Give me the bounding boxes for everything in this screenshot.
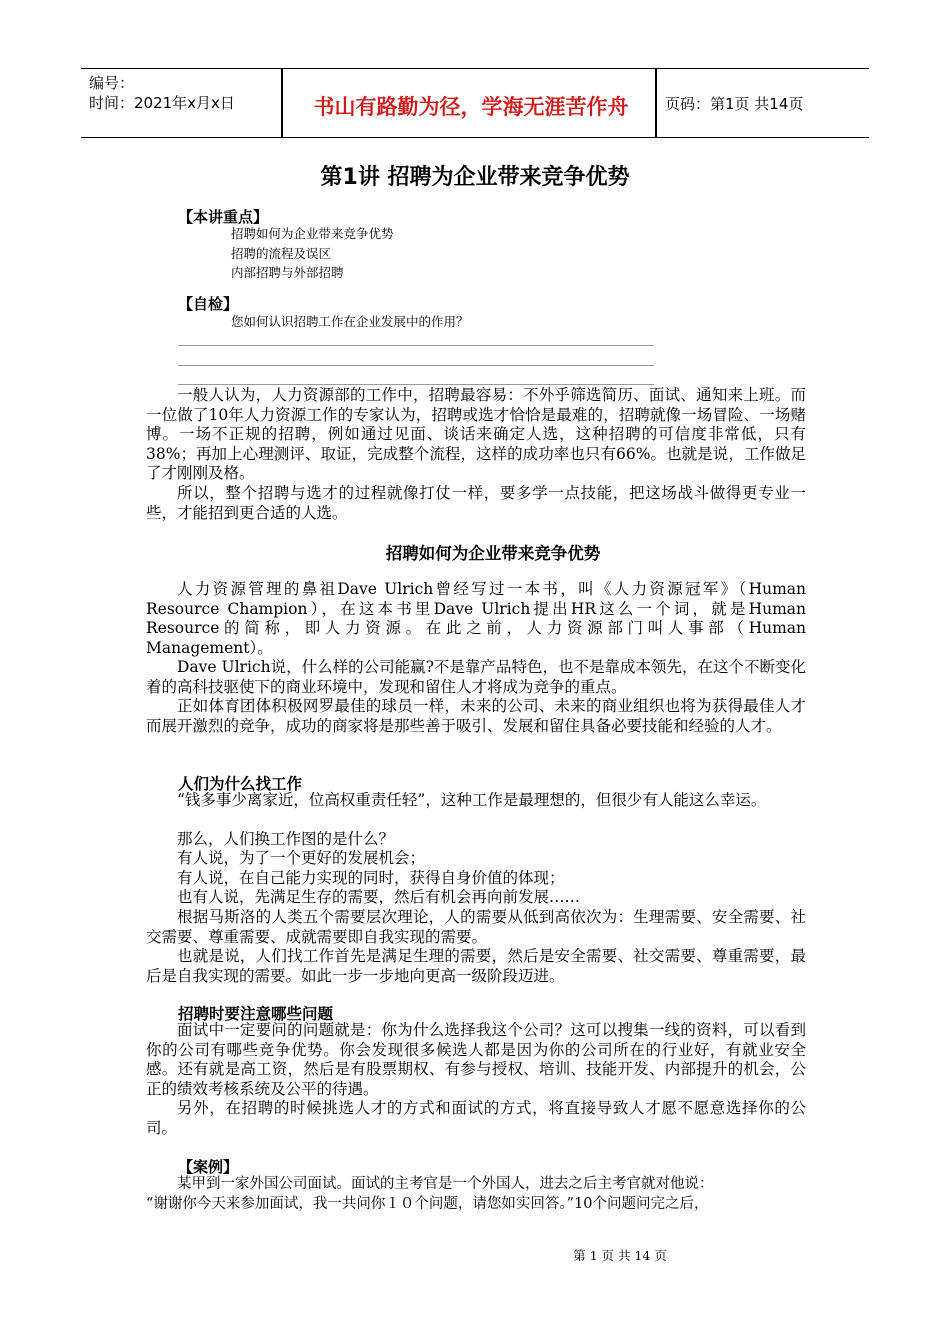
body-paragraph: 另外，在招聘的时候挑选人才的方式和面试的方式，将直接导致人才愿不愿意选择你的公司。 bbox=[146, 1099, 806, 1137]
page-header bbox=[81, 68, 869, 138]
key-point-item: 内部招聘与外部招聘 bbox=[231, 265, 344, 280]
body-paragraph: 根据马斯洛的人类五个需要层次理论，人的需要从低到高依次为：生理需要、安全需要、社交需要、尊重需要、成就需要即自我实现的需要。 bbox=[146, 908, 806, 946]
page-footer: 第 1 页 共 14 页 bbox=[573, 1248, 667, 1263]
self-check-question: 您如何认识招聘工作在企业发展中的作用？ bbox=[231, 314, 469, 329]
body-paragraph: 面试中一定要问的问题就是：你为什么选择我这个公司？这可以搜集一线的资料，可以看到你的公司有哪些竞争优势。你会发现很多候选人都是因为你的公司所在的行业好，有就业安全感。还有就是高工资，然后是有股票期权、有参与授权、培训、技能开发、内部提升的机会，公正的绩效考核系统及公平的待遇。 bbox=[146, 1021, 806, 1098]
body-line: 有人说，为了一个更好的发展机会； bbox=[177, 849, 426, 867]
body-paragraph: 正如体育团体积极网罗最佳的球员一样，未来的公司、未来的商业组织也将为获得最佳人才而展开激烈的竞争，成功的商家将是那些善于吸引、发展和留住具备必要技能和经验的人才。 bbox=[146, 697, 806, 735]
key-points-label: 【本讲重点】 bbox=[178, 208, 269, 226]
date-label: 时间：2021年x月x日 bbox=[89, 94, 235, 112]
lecture-title: 第1讲 招聘为企业带来竞争优势 bbox=[320, 165, 630, 190]
header-page-info: 页码：第1页 共14页 bbox=[665, 95, 804, 113]
self-check-label: 【自检】 bbox=[178, 295, 239, 313]
body-paragraph: Dave Ulrich说，什么样的公司能赢?不是靠产品特色，也不是靠成本领先，在这个不断变化着的高科技驱使下的商业环境中，发现和留住人才将成为竞争的重点。 bbox=[146, 658, 806, 696]
body-paragraph: 人力资源管理的鼻祖Dave Ulrich曾经写过一本书，叫《人力资源冠军》（Human Resource Champion），在这本书里Dave Ulrich提出HR这么一个词，就是Human Resource的简称，即人力资源。在此之前，人力资源部门叫人事部（Human Management）。 bbox=[146, 580, 806, 657]
case-label: 【案例】 bbox=[178, 1158, 239, 1176]
case-line: 某甲到一家外国公司面试。面试的主考官是一个外国人，进去之后主考官就对他说： bbox=[177, 1176, 714, 1192]
header-meta bbox=[89, 73, 235, 113]
answer-line bbox=[178, 365, 654, 366]
body-paragraph: “钱多事少离家近，位高权重责任轻”，这种工作是最理想的，但很少有人能这么幸运。 bbox=[177, 791, 767, 809]
header-divider bbox=[281, 69, 283, 137]
body-line: 也有人说，先满足生存的需要，然后有机会再向前发展…… bbox=[177, 888, 581, 906]
case-line: “谢谢你今天来参加面试，我一共问你１０个问题，请您如实回答。”10个问题问完之后， bbox=[146, 1196, 709, 1212]
key-points-list bbox=[231, 224, 394, 283]
intro-paragraph: 一般人认为，人力资源部的工作中，招聘最容易：不外乎筛选简历、面试、通知来上班。而一位做了10年人力资源工作的专家认为，招聘或选才恰恰是最难的，招聘就像一场冒险、一场赌博。一场不正规的招聘，例如通过见面、谈话来确定人选，这种招聘的可信度非常低，只有38%；再加上心理测评、取证，完成整个流程，这样的成功率也只有66%。也就是说，工作做足了才刚刚及格。 bbox=[146, 386, 806, 482]
key-point-item: 招聘的流程及误区 bbox=[231, 245, 332, 261]
body-paragraph: 也就是说，人们找工作首先是满足生理的需要，然后是安全需要、社交需要、尊重需要，最后是自我实现的需要。如此一步一步地向更高一级阶段迈进。 bbox=[146, 947, 806, 985]
subheading: 招聘时要注意哪些问题 bbox=[178, 1005, 334, 1023]
answer-line bbox=[178, 384, 654, 385]
header-motto: 书山有路勤为径，学海无涯苦作舟 bbox=[313, 95, 629, 119]
answer-line bbox=[178, 345, 654, 346]
key-point-item: 招聘如何为企业带来竞争优势 bbox=[231, 226, 394, 241]
body-line: 那么，人们换工作图的是什么？ bbox=[177, 830, 395, 848]
intro-paragraph: 所以，整个招聘与选才的过程就像打仗一样，要多学一点技能，把这场战斗做得更专业一些，才能招到更合适的人选。 bbox=[146, 484, 806, 522]
number-label: 编号： bbox=[89, 74, 135, 92]
subheading: 人们为什么找工作 bbox=[178, 775, 303, 793]
body-line: 有人说，在自己能力实现的同时，获得自身价值的体现； bbox=[177, 869, 565, 887]
section-heading: 招聘如何为企业带来竞争优势 bbox=[385, 544, 601, 563]
header-divider bbox=[655, 69, 657, 137]
